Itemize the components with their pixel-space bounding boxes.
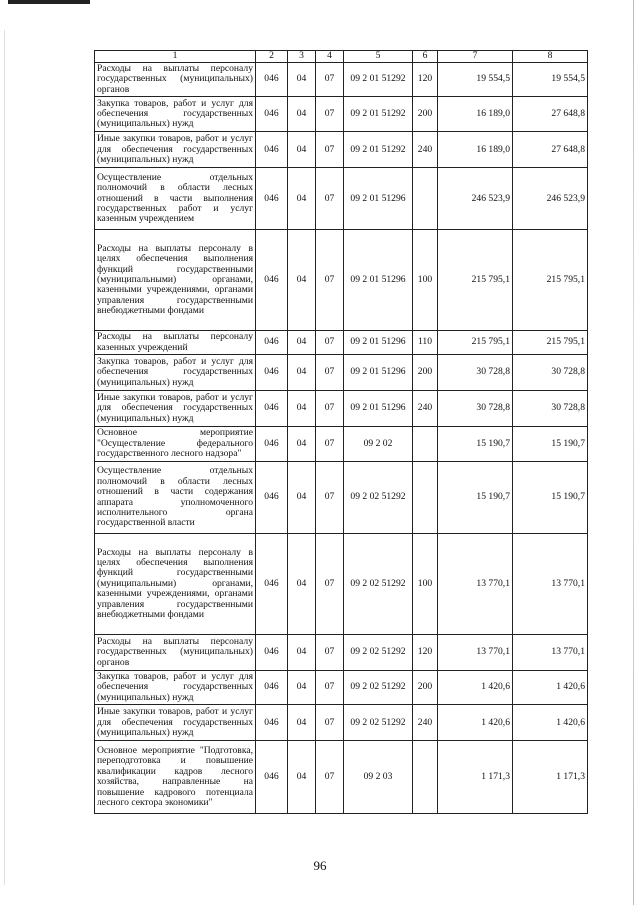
expense-type-code: 100 — [413, 230, 438, 331]
column-header: 8 — [513, 51, 588, 63]
ministry-code: 046 — [256, 635, 288, 671]
column-header: 2 — [256, 51, 288, 63]
subsection-code: 07 — [316, 671, 344, 705]
table-row — [95, 705, 588, 741]
target-article-code: 09 2 01 51292 — [344, 132, 413, 168]
ministry-code: 046 — [256, 230, 288, 331]
section-code: 04 — [288, 168, 316, 230]
expense-type-code: 120 — [413, 63, 438, 97]
expense-type-code: 240 — [413, 705, 438, 741]
amount-col-8: 1 420,6 — [513, 705, 588, 741]
subsection-code: 07 — [316, 230, 344, 331]
expense-type-code: 200 — [413, 97, 438, 132]
amount-col-8: 215 795,1 — [513, 230, 588, 331]
budget-item-name: Основное мероприятие "Подготовка, переподготовка и повышение квалификации кадров лесного хозяйства, направленные на повышение кадрового потенциала лесного сектора экономики" — [95, 741, 256, 814]
subsection-code: 07 — [316, 63, 344, 97]
amount-col-8: 15 190,7 — [513, 427, 588, 462]
budget-item-name: Закупка товаров, работ и услуг для обеспечения государственных (муниципальных) нужд — [95, 671, 256, 705]
subsection-code: 07 — [316, 427, 344, 462]
amount-col-7: 16 189,0 — [438, 132, 513, 168]
section-code: 04 — [288, 705, 316, 741]
budget-item-name: Осуществление отдельных полномочий в области лесных отношений в части выполнения государственных работ и услуг казенным учреждением — [95, 168, 256, 230]
section-code: 04 — [288, 462, 316, 534]
section-code: 04 — [288, 132, 316, 168]
amount-col-7: 246 523,9 — [438, 168, 513, 230]
amount-col-7: 13 770,1 — [438, 635, 513, 671]
amount-col-7: 1 420,6 — [438, 671, 513, 705]
table-row — [95, 671, 588, 705]
target-article-code: 09 2 02 51292 — [344, 635, 413, 671]
target-article-code: 09 2 01 51296 — [344, 230, 413, 331]
scan-edge-right — [633, 0, 634, 905]
table-row — [95, 462, 588, 534]
expense-type-code — [413, 741, 438, 814]
target-article-code: 09 2 02 51292 — [344, 534, 413, 635]
budget-table — [94, 50, 588, 814]
budget-item-name: Расходы на выплаты персоналу государственных (муниципальных) органов — [95, 63, 256, 97]
target-article-code: 09 2 01 51292 — [344, 63, 413, 97]
scan-artifact-bar — [8, 0, 90, 4]
table-row — [95, 635, 588, 671]
ministry-code: 046 — [256, 705, 288, 741]
section-code: 04 — [288, 97, 316, 132]
subsection-code: 07 — [316, 168, 344, 230]
section-code: 04 — [288, 741, 316, 814]
subsection-code: 07 — [316, 741, 344, 814]
amount-col-8: 15 190,7 — [513, 462, 588, 534]
target-article-code: 09 2 03 — [344, 741, 413, 814]
subsection-code: 07 — [316, 331, 344, 355]
target-article-code: 09 2 01 51296 — [344, 168, 413, 230]
budget-item-name: Осуществление отдельных полномочий в области лесных отношений в части содержания аппарата уполномоченного исполнительного органа государственной власти — [95, 462, 256, 534]
ministry-code: 046 — [256, 427, 288, 462]
ministry-code: 046 — [256, 741, 288, 814]
expense-type-code — [413, 462, 438, 534]
amount-col-8: 13 770,1 — [513, 635, 588, 671]
amount-col-8: 30 728,8 — [513, 391, 588, 427]
section-code: 04 — [288, 230, 316, 331]
table-row — [95, 230, 588, 331]
column-header: 4 — [316, 51, 344, 63]
amount-col-7: 16 189,0 — [438, 97, 513, 132]
amount-col-7: 215 795,1 — [438, 331, 513, 355]
amount-col-7: 15 190,7 — [438, 462, 513, 534]
amount-col-8: 13 770,1 — [513, 534, 588, 635]
section-code: 04 — [288, 63, 316, 97]
ministry-code: 046 — [256, 97, 288, 132]
amount-col-8: 27 648,8 — [513, 97, 588, 132]
subsection-code: 07 — [316, 355, 344, 391]
ministry-code: 046 — [256, 671, 288, 705]
target-article-code: 09 2 01 51296 — [344, 391, 413, 427]
amount-col-7: 13 770,1 — [438, 534, 513, 635]
budget-item-name: Расходы на выплаты персоналу в целях обеспечения выполнения функций государственными (муниципальными) органами, казенными учреждениями, органами управления государственными внебюджетными фондами — [95, 230, 256, 331]
budget-item-name: Иные закупки товаров, работ и услуг для обеспечения государственных (муниципальных) нужд — [95, 391, 256, 427]
section-code: 04 — [288, 635, 316, 671]
subsection-code: 07 — [316, 132, 344, 168]
table-row — [95, 741, 588, 814]
table-header-row — [95, 51, 588, 63]
budget-item-name: Закупка товаров, работ и услуг для обеспечения государственных (муниципальных) нужд — [95, 97, 256, 132]
table-row — [95, 132, 588, 168]
ministry-code: 046 — [256, 534, 288, 635]
expense-type-code: 200 — [413, 355, 438, 391]
subsection-code: 07 — [316, 635, 344, 671]
amount-col-7: 15 190,7 — [438, 427, 513, 462]
table-row — [95, 391, 588, 427]
target-article-code: 09 2 02 — [344, 427, 413, 462]
section-code: 04 — [288, 427, 316, 462]
amount-col-7: 1 171,3 — [438, 741, 513, 814]
expense-type-code: 240 — [413, 132, 438, 168]
ministry-code: 046 — [256, 63, 288, 97]
subsection-code: 07 — [316, 534, 344, 635]
target-article-code: 09 2 02 51292 — [344, 671, 413, 705]
ministry-code: 046 — [256, 331, 288, 355]
column-header: 1 — [95, 51, 256, 63]
amount-col-7: 19 554,5 — [438, 63, 513, 97]
section-code: 04 — [288, 331, 316, 355]
subsection-code: 07 — [316, 391, 344, 427]
subsection-code: 07 — [316, 705, 344, 741]
amount-col-8: 19 554,5 — [513, 63, 588, 97]
column-header: 7 — [438, 51, 513, 63]
amount-col-7: 1 420,6 — [438, 705, 513, 741]
table-row — [95, 331, 588, 355]
ministry-code: 046 — [256, 168, 288, 230]
expense-type-code — [413, 168, 438, 230]
target-article-code: 09 2 02 51292 — [344, 705, 413, 741]
table-row — [95, 97, 588, 132]
expense-type-code: 110 — [413, 331, 438, 355]
subsection-code: 07 — [316, 97, 344, 132]
expense-type-code: 240 — [413, 391, 438, 427]
ministry-code: 046 — [256, 132, 288, 168]
amount-col-8: 30 728,8 — [513, 355, 588, 391]
column-header: 5 — [344, 51, 413, 63]
section-code: 04 — [288, 391, 316, 427]
target-article-code: 09 2 01 51296 — [344, 355, 413, 391]
ministry-code: 046 — [256, 391, 288, 427]
budget-item-name: Расходы на выплаты персоналу казенных учреждений — [95, 331, 256, 355]
target-article-code: 09 2 01 51296 — [344, 331, 413, 355]
budget-item-name: Иные закупки товаров, работ и услуг для обеспечения государственных (муниципальных) нужд — [95, 132, 256, 168]
ministry-code: 046 — [256, 355, 288, 391]
budget-item-name: Расходы на выплаты персоналу в целях обеспечения выполнения функций государственными (муниципальными) органами, казенными учреждениями, органами управления государственными внебюджетными фондами — [95, 534, 256, 635]
subsection-code: 07 — [316, 462, 344, 534]
page-number: 96 — [313, 858, 327, 873]
column-header: 6 — [413, 51, 438, 63]
expense-type-code: 200 — [413, 671, 438, 705]
amount-col-8: 1 171,3 — [513, 741, 588, 814]
table-row — [95, 355, 588, 391]
target-article-code: 09 2 01 51292 — [344, 97, 413, 132]
expense-type-code: 100 — [413, 534, 438, 635]
amount-col-8: 27 648,8 — [513, 132, 588, 168]
column-header: 3 — [288, 51, 316, 63]
scan-edge-left — [4, 30, 5, 885]
table-row — [95, 63, 588, 97]
section-code: 04 — [288, 355, 316, 391]
amount-col-7: 30 728,8 — [438, 355, 513, 391]
target-article-code: 09 2 02 51292 — [344, 462, 413, 534]
section-code: 04 — [288, 671, 316, 705]
section-code: 04 — [288, 534, 316, 635]
expense-type-code: 120 — [413, 635, 438, 671]
amount-col-8: 246 523,9 — [513, 168, 588, 230]
budget-item-name: Иные закупки товаров, работ и услуг для обеспечения государственных (муниципальных) нужд — [95, 705, 256, 741]
budget-item-name: Расходы на выплаты персоналу государственных (муниципальных) органов — [95, 635, 256, 671]
table-row — [95, 168, 588, 230]
amount-col-7: 30 728,8 — [438, 391, 513, 427]
budget-item-name: Закупка товаров, работ и услуг для обеспечения государственных (муниципальных) нужд — [95, 355, 256, 391]
amount-col-8: 215 795,1 — [513, 331, 588, 355]
expense-type-code — [413, 427, 438, 462]
budget-item-name: Основное мероприятие "Осуществление федерального государственного лесного надзора" — [95, 427, 256, 462]
amount-col-8: 1 420,6 — [513, 671, 588, 705]
ministry-code: 046 — [256, 462, 288, 534]
amount-col-7: 215 795,1 — [438, 230, 513, 331]
table-row — [95, 534, 588, 635]
table-row — [95, 427, 588, 462]
